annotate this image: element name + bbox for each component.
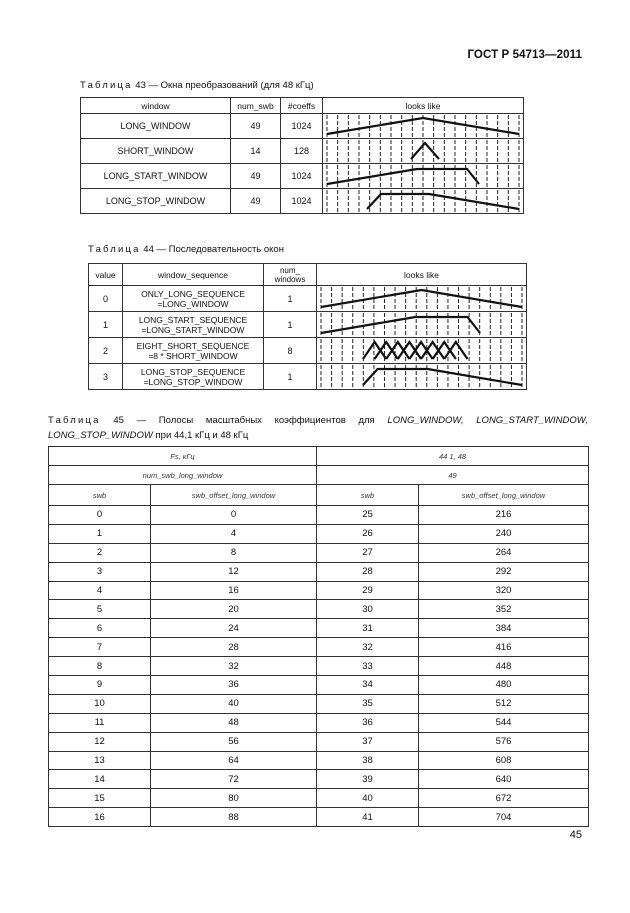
t45-offset-right: 320 [419,581,589,600]
t45-offset-right: 240 [419,524,589,543]
table43-caption-text: 43 — Окна преобразований (для 48 кГц) [132,80,314,91]
t45-swb-right: 36 [317,713,419,732]
t45-swb-right: 40 [317,789,419,808]
table-row [49,581,589,600]
t45-col-offset-left: swb_offset_long_window [151,485,317,506]
t45-offset-left: 88 [151,808,317,827]
t45-offset-left: 80 [151,789,317,808]
t45-offset-left: 20 [151,600,317,619]
t45-col-offset-right: swb_offset_long_window [419,485,589,506]
table-row [89,312,527,338]
window-shape-diagram [317,364,526,389]
t43-coeffs: 1024 [281,189,323,214]
window-curve [411,143,439,159]
table44-caption-text: 44 — Последовательность окон [140,244,284,255]
t44-looks-like [317,286,527,312]
table-row [81,114,524,139]
t43-coeffs: 128 [281,139,323,164]
t44-sequence-name: ONLY_LONG_SEQUENCE [141,288,245,299]
t45-fs-value: 44 1, 48 [317,447,589,466]
t43-window-name: LONG_STOP_WINDOW [81,189,231,214]
table-row [49,562,589,581]
t45-swb-left: 2 [49,543,151,562]
t45-offset-left: 0 [151,506,317,525]
t44-value: 0 [89,286,123,312]
t43-coeffs: 1024 [281,114,323,139]
t45-swb-left: 14 [49,770,151,789]
t44-num-windows: 1 [264,312,317,338]
t44-col-value: value [89,264,123,286]
t45-col-swb-left: swb [49,485,151,506]
window-curve [398,342,421,359]
t45-swb-left: 3 [49,562,151,581]
t45-offset-left: 8 [151,543,317,562]
t44-sequence-def: =LONG_START_WINDOW [141,324,245,335]
table-row [49,506,589,525]
table-row [49,600,589,619]
t45-swb-left: 13 [49,751,151,770]
t44-sequence-name: LONG_START_SEQUENCE [138,314,248,325]
window-curve [327,169,479,184]
table-row [49,713,589,732]
t43-col-window: window [81,98,231,114]
window-curve [433,342,456,359]
t45-nsl-value: 49 [317,466,589,485]
t44-looks-like [317,364,527,390]
t45-swb-left: 6 [49,619,151,638]
t43-col-numswb: num_swb [231,98,281,114]
t44-looks-like [317,312,527,338]
t45-offset-right: 264 [419,543,589,562]
t45-offset-right: 216 [419,506,589,525]
table-row [49,732,589,751]
table-row [89,286,527,312]
table-row [49,808,589,827]
table45-caption-word: Таблица [48,415,101,426]
t45-offset-left: 24 [151,619,317,638]
t45-swb-left: 0 [49,506,151,525]
t44-sequence-def: =LONG_WINDOW [157,298,229,309]
t43-col-coeffs: #coeffs [281,98,323,114]
t45-offset-right: 384 [419,619,589,638]
t45-offset-right: 416 [419,638,589,657]
table-45 [48,446,589,827]
t45-swb-left: 15 [49,789,151,808]
window-curve [386,342,409,359]
t45-offset-right: 292 [419,562,589,581]
t45-swb-left: 5 [49,600,151,619]
table-row [49,676,589,695]
table-row [49,657,589,676]
table45-caption [48,413,588,443]
t44-sequence-def: =LONG_STOP_WINDOW [143,376,243,387]
window-curve [444,342,467,359]
t43-col-looks: looks like [323,98,524,114]
t45-offset-left: 64 [151,751,317,770]
table-row [49,789,589,808]
window-curve [367,194,519,209]
window-shape-diagram [317,286,526,311]
table-row [49,543,589,562]
document-id: ГОСТ Р 54713—2011 [467,49,582,61]
t45-swb-right: 29 [317,581,419,600]
t44-sequence [123,286,264,312]
window-shape-diagram [323,164,523,188]
page-number: 45 [569,829,582,841]
t44-col-num [264,264,317,286]
table45-caption-text2: при 44,1 кГц и 48 кГц [152,430,249,441]
table44-caption [88,244,284,255]
t43-coeffs: 1024 [281,164,323,189]
t45-offset-right: 704 [419,808,589,827]
t43-looks-like [323,114,524,139]
window-curve [409,342,432,359]
window-curve [421,342,444,359]
window-curve [375,342,398,359]
t44-looks-like [317,338,527,364]
t44-col-sequence: window_sequence [123,264,264,286]
t45-swb-left: 8 [49,657,151,676]
t45-offset-right: 576 [419,732,589,751]
t43-window-name: LONG_START_WINDOW [81,164,231,189]
table-row [49,751,589,770]
t44-sequence [123,364,264,390]
t45-offset-right: 640 [419,770,589,789]
t45-nsl-label: num_swb_long_window [49,466,317,485]
table-row [89,364,527,390]
t45-swb-right: 28 [317,562,419,581]
t45-swb-right: 25 [317,506,419,525]
t45-swb-left: 16 [49,808,151,827]
t45-offset-right: 352 [419,600,589,619]
t45-offset-left: 28 [151,638,317,657]
t45-swb-right: 26 [317,524,419,543]
t44-sequence-name: LONG_STOP_SEQUENCE [140,366,246,377]
t44-value: 3 [89,364,123,390]
t45-swb-right: 31 [317,619,419,638]
t43-num-swb: 49 [231,189,281,214]
window-shape-diagram [323,114,523,138]
t43-num-swb: 49 [231,164,281,189]
t45-swb-left: 10 [49,694,151,713]
table-row [49,619,589,638]
table-43 [80,97,524,214]
t45-swb-right: 33 [317,657,419,676]
t45-swb-right: 38 [317,751,419,770]
t43-looks-like [323,164,524,189]
t45-swb-right: 30 [317,600,419,619]
window-curve [363,369,522,385]
t44-sequence-name: EIGHT_SHORT_SEQUENCE [136,340,250,351]
t45-swb-right: 35 [317,694,419,713]
window-shape-diagram [323,139,523,163]
table-row [49,524,589,543]
table45-caption-italic1: LONG_WINDOW, LONG_START_WINDOW, [387,415,588,426]
t43-window-name: SHORT_WINDOW [81,139,231,164]
t45-swb-left: 1 [49,524,151,543]
table43-caption-word: Таблица [80,80,133,91]
t43-looks-like [323,189,524,214]
t45-swb-right: 34 [317,676,419,695]
t45-offset-right: 512 [419,694,589,713]
t45-offset-left: 12 [151,562,317,581]
t45-offset-left: 72 [151,770,317,789]
t44-col-looks: looks like [317,264,527,286]
t45-offset-right: 544 [419,713,589,732]
t45-swb-right: 41 [317,808,419,827]
t43-window-name: LONG_WINDOW [81,114,231,139]
t45-swb-right: 27 [317,543,419,562]
t44-num-windows: 1 [264,286,317,312]
table-row [81,164,524,189]
table-row [81,139,524,164]
table45-caption-text1: 45 — Полосы масштабных коэффициентов для [100,415,388,426]
t45-offset-left: 40 [151,694,317,713]
t45-offset-left: 16 [151,581,317,600]
window-curve [327,118,519,134]
table-row [81,189,524,214]
t44-col-num-label: num_ windows [274,265,306,284]
window-curve [363,342,386,359]
t45-offset-right: 480 [419,676,589,695]
t45-offset-right: 608 [419,751,589,770]
table-row [89,338,527,364]
table-44 [88,263,527,390]
table-row [49,638,589,657]
table-row [49,770,589,789]
t45-swb-right: 37 [317,732,419,751]
t44-num-windows: 1 [264,364,317,390]
table43-caption [80,80,314,91]
t44-sequence-def: =8 * SHORT_WINDOW [148,350,238,361]
t43-num-swb: 49 [231,114,281,139]
t43-num-swb: 14 [231,139,281,164]
table45-caption-italic2: LONG_STOP_WINDOW [48,430,153,441]
table-row [49,694,589,713]
t45-swb-left: 7 [49,638,151,657]
window-shape-diagram [323,189,523,213]
t45-offset-left: 56 [151,732,317,751]
t43-looks-like [323,139,524,164]
t45-offset-left: 36 [151,676,317,695]
window-curve [321,317,480,333]
t45-offset-right: 448 [419,657,589,676]
t44-value: 2 [89,338,123,364]
window-shape-diagram [317,338,526,363]
window-curve [321,290,522,307]
t44-num-windows: 8 [264,338,317,364]
t45-swb-left: 4 [49,581,151,600]
t44-value: 1 [89,312,123,338]
t44-sequence [123,338,264,364]
t45-swb-right: 39 [317,770,419,789]
table44-caption-word: Таблица [88,244,141,255]
t45-swb-left: 9 [49,676,151,695]
t45-fs-label: Fs, кГц [49,447,317,466]
t45-col-swb-right: swb [317,485,419,506]
t45-swb-right: 32 [317,638,419,657]
t45-offset-left: 4 [151,524,317,543]
t45-swb-left: 11 [49,713,151,732]
t45-swb-left: 12 [49,732,151,751]
t45-offset-left: 48 [151,713,317,732]
t45-offset-right: 672 [419,789,589,808]
t44-sequence [123,312,264,338]
t45-offset-left: 32 [151,657,317,676]
window-shape-diagram [317,312,526,337]
